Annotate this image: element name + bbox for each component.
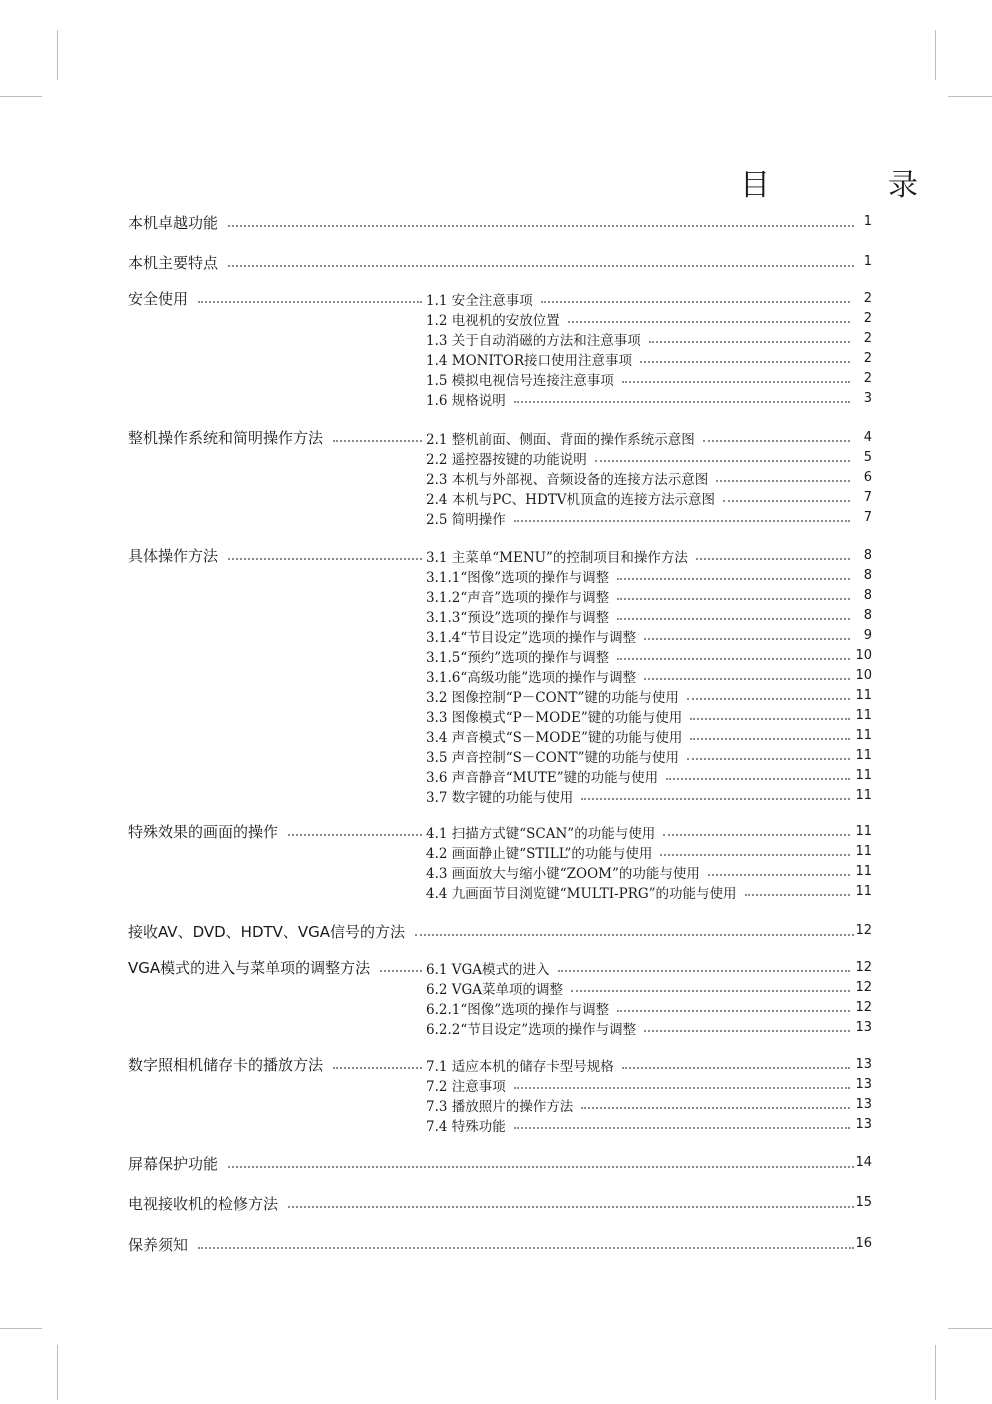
page-number: 11 [855, 708, 872, 723]
toc-section-title: 本机卓越功能 [128, 214, 219, 232]
toc-subentry-title: 1.2 电视机的安放位置 [426, 313, 560, 329]
toc-entry[interactable] [128, 212, 872, 234]
dot-leader [644, 638, 850, 640]
toc-subentry[interactable] [426, 645, 872, 667]
toc-subentry-title: 3.6 声音静音“MUTE”键的功能与使用 [426, 770, 659, 786]
page-number: 16 [855, 1236, 872, 1251]
page-number: 12 [855, 960, 872, 975]
page-number: 10 [855, 668, 872, 683]
toc-subentry-title: 6.2 VGA菜单项的调整 [426, 982, 564, 998]
toc-subentry-title: 1.5 模拟电视信号连接注意事项 [426, 373, 614, 389]
page-number: 2 [863, 311, 872, 326]
crop-mark [935, 1345, 936, 1400]
toc-subentry[interactable] [426, 1074, 872, 1096]
dot-leader [703, 440, 850, 442]
toc-subentry[interactable] [426, 368, 872, 390]
toc-subentry-title: 4.2 画面静止键“STILL”的功能与使用 [426, 846, 653, 862]
toc-subentry[interactable] [426, 507, 872, 529]
toc-section-title: 保养须知 [128, 1236, 189, 1254]
toc-section-title: VGA模式的进入与菜单项的调整方法 [128, 959, 371, 977]
crop-mark [57, 30, 58, 80]
page-number: 8 [863, 608, 872, 623]
toc-subentry[interactable] [426, 427, 872, 449]
page-number: 11 [855, 728, 872, 743]
toc-subentry[interactable] [426, 705, 872, 727]
toc-subentry[interactable] [426, 665, 872, 687]
toc-subentry[interactable] [426, 977, 872, 999]
page-number: 11 [855, 884, 872, 899]
dot-leader [649, 341, 850, 343]
toc-entry[interactable] [128, 1193, 872, 1215]
toc-subentry-title: 3.7 数字键的功能与使用 [426, 790, 574, 806]
dot-leader [595, 460, 850, 462]
page-number: 14 [855, 1155, 872, 1170]
toc-subentry[interactable] [426, 328, 872, 350]
dot-leader [690, 738, 850, 740]
toc-subentry-title: 2.1 整机前面、侧面、背面的操作系统示意图 [426, 432, 695, 448]
toc-section-title: 安全使用 [128, 290, 189, 308]
toc-subentry-title: 3.1.3“预设”选项的操作与调整 [426, 610, 610, 626]
page-number: 4 [863, 430, 872, 445]
page-number: 12 [855, 980, 872, 995]
toc-section-title: 具体操作方法 [128, 547, 219, 565]
page-number: 13 [855, 1117, 872, 1132]
crop-mark [935, 30, 936, 80]
toc-subentry[interactable] [426, 447, 872, 469]
page-number: 7 [863, 490, 872, 505]
toc-subentry-title: 4.1 扫描方式键“SCAN”的功能与使用 [426, 826, 656, 842]
toc-subentry[interactable] [426, 785, 872, 807]
toc-entry[interactable] [128, 252, 872, 274]
crop-mark [57, 1345, 58, 1400]
page-number: 2 [863, 371, 872, 386]
toc-subentry[interactable] [426, 1054, 872, 1076]
dot-leader [617, 618, 850, 620]
dot-leader [571, 990, 850, 992]
toc-subentry-title: 1.3 关于自动消磁的方法和注意事项 [426, 333, 641, 349]
toc-subentry-title: 2.3 本机与外部视、音频设备的连接方法示意图 [426, 472, 709, 488]
page-number: 13 [855, 1077, 872, 1092]
toc-subentry-title: 3.5 声音控制“S－CONT”键的功能与使用 [426, 750, 680, 766]
dot-leader [708, 874, 850, 876]
toc-subentry[interactable] [426, 725, 872, 747]
dot-leader [640, 361, 850, 363]
toc-subentry[interactable] [426, 585, 872, 607]
dot-leader [666, 778, 850, 780]
dot-leader [687, 758, 850, 760]
page-number: 11 [855, 844, 872, 859]
page-number: 3 [863, 391, 872, 406]
toc-subentry-title: 7.1 适应本机的储存卡型号规格 [426, 1059, 614, 1075]
dot-leader [333, 1067, 422, 1069]
dot-leader [228, 558, 422, 560]
toc-subentry[interactable] [426, 841, 872, 863]
toc-subentry[interactable] [426, 957, 872, 979]
page-number: 6 [863, 470, 872, 485]
dot-leader [690, 718, 850, 720]
dot-leader [644, 678, 850, 680]
toc-subentry[interactable] [426, 997, 872, 1019]
page-number: 13 [855, 1097, 872, 1112]
toc-subentry[interactable] [426, 348, 872, 370]
toc-subentry-title: 2.5 简明操作 [426, 512, 506, 528]
dot-leader [696, 558, 850, 560]
page-number: 2 [863, 331, 872, 346]
dot-leader [380, 970, 422, 972]
toc-subentry-title: 7.3 播放照片的操作方法 [426, 1099, 574, 1115]
crop-mark [948, 1328, 992, 1329]
page-number: 2 [863, 351, 872, 366]
toc-subentry-title: 1.4 MONITOR接口使用注意事项 [426, 353, 633, 369]
toc-subentry-title: 7.2 注意事项 [426, 1079, 506, 1095]
dot-leader [514, 401, 850, 403]
dot-leader [415, 934, 854, 936]
dot-leader [228, 265, 854, 267]
toc-subentry-title: 7.4 特殊功能 [426, 1119, 506, 1135]
dot-leader [541, 301, 850, 303]
toc-subentry-title: 3.1.4“节目设定”选项的操作与调整 [426, 630, 637, 646]
toc-subentry[interactable] [426, 625, 872, 647]
page-number: 10 [855, 648, 872, 663]
toc-subentry-title: 6.1 VGA模式的进入 [426, 962, 550, 978]
toc-subentry-title: 3.3 图像模式“P－MODE”键的功能与使用 [426, 710, 683, 726]
page-number: 12 [855, 923, 872, 938]
toc-subentry[interactable] [426, 685, 872, 707]
dot-leader [723, 500, 850, 502]
page-number: 8 [863, 568, 872, 583]
toc-subentry[interactable] [426, 1114, 872, 1136]
toc-subentry[interactable] [426, 487, 872, 509]
toc-section-title: 电视接收机的检修方法 [128, 1195, 279, 1213]
toc-subentry[interactable] [426, 388, 872, 410]
toc-section-title: 本机主要特点 [128, 254, 219, 272]
toc-entry[interactable] [128, 1153, 872, 1175]
toc-subentry-title: 2.2 遥控器按键的功能说明 [426, 452, 587, 468]
toc-subentry-title: 3.1.5“预约”选项的操作与调整 [426, 650, 610, 666]
dot-leader [622, 381, 850, 383]
dot-leader [514, 1127, 850, 1129]
dot-leader [228, 1166, 854, 1168]
page-number: 12 [855, 1000, 872, 1015]
toc-subentry[interactable] [426, 765, 872, 787]
page-number: 11 [855, 688, 872, 703]
toc-subentry[interactable] [426, 745, 872, 767]
page-number: 11 [855, 748, 872, 763]
dot-leader [660, 854, 850, 856]
toc-section-title: 整机操作系统和简明操作方法 [128, 429, 324, 447]
page-number: 8 [863, 548, 872, 563]
page-number: 11 [855, 768, 872, 783]
page-number: 2 [863, 291, 872, 306]
toc-subentry[interactable] [426, 605, 872, 627]
dot-leader [617, 578, 850, 580]
dot-leader [558, 970, 850, 972]
dot-leader [687, 698, 850, 700]
dot-leader [228, 225, 854, 227]
dot-leader [568, 321, 850, 323]
dot-leader [581, 798, 850, 800]
toc-subentry-title: 3.2 图像控制“P－CONT”键的功能与使用 [426, 690, 679, 706]
dot-leader [514, 1087, 850, 1089]
toc-subentry-title: 3.4 声音模式“S－MODE”键的功能与使用 [426, 730, 683, 746]
dot-leader [745, 894, 850, 896]
toc-subentry[interactable] [426, 308, 872, 330]
page-title: 目 录 [740, 168, 962, 203]
dot-leader [716, 480, 850, 482]
toc-subentry-title: 2.4 本机与PC、HDTV机顶盒的连接方法示意图 [426, 492, 716, 508]
dot-leader [198, 301, 422, 303]
dot-leader [288, 1206, 854, 1208]
toc-subentry[interactable] [426, 467, 872, 489]
page-number: 8 [863, 588, 872, 603]
toc-section-title: 特殊效果的画面的操作 [128, 823, 279, 841]
crop-mark [948, 96, 992, 97]
page-number: 5 [863, 450, 872, 465]
dot-leader [288, 834, 422, 836]
dot-leader [333, 440, 422, 442]
toc-subentry-title: 6.2.2“节目设定”选项的操作与调整 [426, 1022, 637, 1038]
dot-leader [581, 1107, 850, 1109]
page-number: 1 [863, 254, 872, 269]
page-number: 11 [855, 824, 872, 839]
page-number: 7 [863, 510, 872, 525]
page-number: 15 [855, 1195, 872, 1210]
dot-leader [198, 1247, 854, 1249]
dot-leader [617, 658, 850, 660]
dot-leader [644, 1030, 850, 1032]
toc-subentry[interactable] [426, 1094, 872, 1116]
toc-subentry[interactable] [426, 861, 872, 883]
dot-leader [617, 1010, 850, 1012]
toc-subentry-title: 3.1.2“声音”选项的操作与调整 [426, 590, 610, 606]
toc-entry[interactable] [128, 1234, 872, 1256]
toc-subentry[interactable] [426, 1017, 872, 1039]
toc-subentry-title: 6.2.1“图像”选项的操作与调整 [426, 1002, 610, 1018]
dot-leader [622, 1067, 850, 1069]
toc-subentry[interactable] [426, 821, 872, 843]
toc-section-title: 接收AV、DVD、HDTV、VGA信号的方法 [128, 923, 406, 941]
toc-subentry-title: 4.3 画面放大与缩小键“ZOOM”的功能与使用 [426, 866, 700, 882]
toc-subentry[interactable] [426, 881, 872, 903]
page-number: 11 [855, 864, 872, 879]
toc-subentry-title: 3.1.6“高级功能”选项的操作与调整 [426, 670, 637, 686]
page-number: 13 [855, 1020, 872, 1035]
toc-section-title: 数字照相机储存卡的播放方法 [128, 1056, 324, 1074]
page-number: 9 [863, 628, 872, 643]
toc-subentry-title: 1.1 安全注意事项 [426, 293, 533, 309]
dot-leader [663, 834, 850, 836]
dot-leader [617, 598, 850, 600]
toc-section-title: 屏幕保护功能 [128, 1155, 219, 1173]
page-number: 1 [863, 214, 872, 229]
crop-mark [0, 1328, 42, 1329]
toc-subentry-title: 3.1.1“图像”选项的操作与调整 [426, 570, 610, 586]
crop-mark [0, 96, 42, 97]
toc-entry[interactable] [128, 921, 872, 943]
page-number: 13 [855, 1057, 872, 1072]
toc-subentry[interactable] [426, 288, 872, 310]
toc-subentry-title: 4.4 九画面节目浏览键“MULTI-PRG”的功能与使用 [426, 886, 737, 902]
toc-subentry-title: 1.6 规格说明 [426, 393, 506, 409]
page-number: 11 [855, 788, 872, 803]
toc-subentry[interactable] [426, 545, 872, 567]
toc-subentry-title: 3.1 主菜单“MENU”的控制项目和操作方法 [426, 550, 688, 566]
toc-subentry[interactable] [426, 565, 872, 587]
dot-leader [514, 520, 850, 522]
